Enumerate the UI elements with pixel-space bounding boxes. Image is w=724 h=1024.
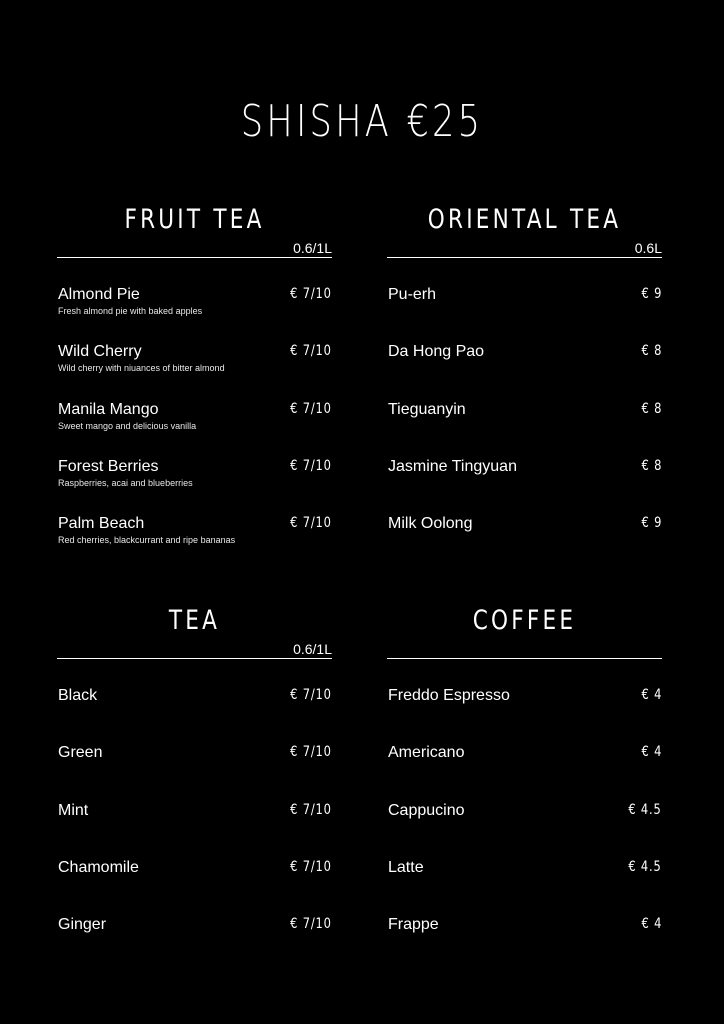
- section-size: 0.6/1L: [293, 240, 332, 256]
- item-price: € 7/10: [290, 801, 332, 818]
- item-name: Pu-erh: [388, 286, 437, 303]
- item-name: Black: [58, 687, 98, 704]
- section-size: 0.6/1L: [293, 641, 332, 657]
- item-name: Tieguanyin: [388, 400, 466, 418]
- item-name: Wild Cherry: [58, 343, 142, 361]
- menu-item: [387, 915, 662, 972]
- menu-item: [57, 858, 332, 915]
- menu-item: [57, 457, 332, 514]
- item-price: € 7/10: [290, 687, 332, 703]
- section-title: TEA: [168, 605, 221, 636]
- menu-item: [387, 514, 662, 571]
- item-price: € 7/10: [290, 916, 332, 933]
- item-name: Green: [58, 744, 103, 762]
- item-price: € 7/10: [290, 457, 332, 474]
- item-price: € 8: [641, 457, 662, 474]
- menu-item: [57, 400, 332, 457]
- item-description: Red cherries, blackcurrant and ripe bananas: [58, 535, 236, 546]
- menu-item: [387, 342, 662, 399]
- item-price: € 4: [641, 744, 662, 761]
- section-size: 0.6L: [634, 240, 662, 256]
- menu-item: [387, 801, 662, 858]
- item-description: Sweet mango and delicious vanilla: [58, 420, 197, 431]
- item-name: Americano: [388, 744, 465, 762]
- item-name: Freddo Espresso: [388, 687, 510, 704]
- menu-item: [387, 858, 662, 915]
- menu-list: [387, 258, 662, 571]
- item-price: € 7/10: [290, 515, 332, 532]
- menu-list: [387, 659, 662, 972]
- item-price: € 7/10: [290, 858, 332, 875]
- item-name: Cappucino: [388, 801, 465, 819]
- menu-item: [387, 686, 662, 743]
- item-price: € 9: [641, 515, 662, 532]
- item-name: Manila Mango: [58, 400, 159, 418]
- menu-item: [57, 686, 332, 743]
- item-price: € 4: [641, 916, 662, 933]
- section-coffee: [387, 601, 662, 972]
- section-fruit-tea: [57, 200, 332, 571]
- menu-item: [57, 743, 332, 800]
- item-price: € 4: [641, 687, 662, 703]
- item-name: Almond Pie: [58, 286, 140, 303]
- section-header: [57, 601, 332, 659]
- item-name: Jasmine Tingyuan: [388, 457, 517, 475]
- item-price: € 7/10: [290, 400, 332, 417]
- menu-item: [57, 915, 332, 972]
- section-title: COFFEE: [472, 605, 577, 636]
- item-name: Forest Berries: [58, 457, 159, 475]
- item-price: € 8: [641, 343, 662, 360]
- item-name: Frappe: [388, 916, 439, 934]
- menu-item: [387, 457, 662, 514]
- section-header: [387, 200, 662, 258]
- section-header: [387, 601, 662, 659]
- item-price: € 9: [641, 286, 662, 302]
- item-name: Latte: [388, 858, 424, 876]
- item-price: € 4.5: [628, 858, 662, 875]
- section-title: FRUIT TEA: [124, 204, 265, 235]
- page-title: SHISHA €25: [240, 96, 484, 147]
- section-oriental-tea: [387, 200, 662, 571]
- menu-list: [57, 258, 332, 571]
- item-price: € 7/10: [290, 744, 332, 761]
- item-name: Mint: [58, 801, 89, 819]
- item-price: € 8: [641, 400, 662, 417]
- item-price: € 7/10: [290, 343, 332, 360]
- menu-item: [387, 285, 662, 342]
- menu-item: [387, 743, 662, 800]
- item-description: Raspberries, acai and blueberries: [58, 477, 193, 488]
- menu-item: [57, 285, 332, 342]
- item-description: Fresh almond pie with baked apples: [58, 306, 203, 316]
- menu-item: [57, 514, 332, 571]
- item-name: Ginger: [58, 916, 107, 934]
- item-name: Milk Oolong: [388, 515, 473, 533]
- menu-item: [387, 400, 662, 457]
- item-price: € 4.5: [628, 801, 662, 818]
- menu-list: [57, 659, 332, 972]
- section-title: ORIENTAL TEA: [427, 204, 622, 235]
- item-description: Wild cherry with niuances of bitter almond: [58, 363, 225, 374]
- menu-item: [57, 342, 332, 399]
- item-name: Da Hong Pao: [388, 343, 485, 361]
- section-header: [57, 200, 332, 258]
- item-name: Palm Beach: [58, 515, 145, 533]
- section-tea: [57, 601, 332, 972]
- item-price: € 7/10: [290, 286, 332, 302]
- item-name: Chamomile: [58, 858, 139, 876]
- menu-item: [57, 801, 332, 858]
